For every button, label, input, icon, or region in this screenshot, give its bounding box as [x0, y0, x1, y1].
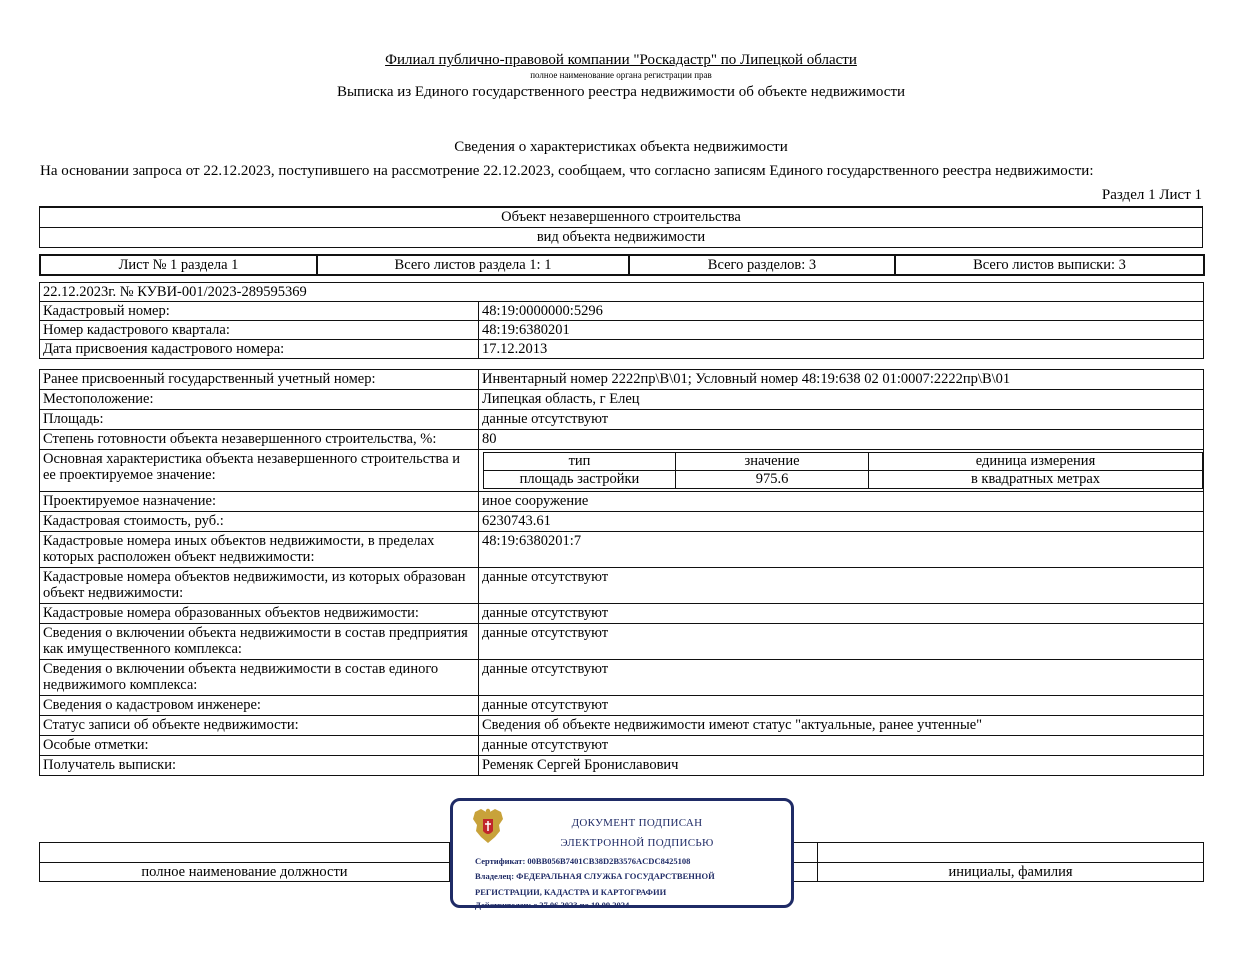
name-blank: [818, 843, 1204, 863]
object-type-caption: вид объекта недвижимости: [40, 228, 1203, 248]
enterprise-complex-value: данные отсутствуют: [479, 624, 1204, 660]
sections-total: Всего разделов: 3: [629, 255, 895, 275]
sheets-total: Всего листов выписки: 3: [895, 255, 1204, 275]
char-type: площадь застройки: [484, 471, 676, 489]
cadastral-cost-value: 6230743.61: [479, 512, 1204, 532]
stamp-signed-line: ДОКУМЕНТ ПОДПИСАН: [571, 817, 703, 829]
stamp-certificate: Сертификат: 00BB056B7401CB38D2B3576ACDC8425108: [475, 856, 691, 866]
main-characteristic-cell: [479, 450, 1204, 492]
object-type-table: [39, 206, 1203, 248]
source-objects-value: данные отсутствуют: [479, 568, 1204, 604]
recipient-label: Получатель выписки:: [40, 756, 479, 776]
prev-number-label: Ранее присвоенный государственный учетный номер:: [40, 370, 479, 390]
stamp-digital-signature-line: ЭЛЕКТРОННОЙ ПОДПИСЬЮ: [560, 837, 714, 849]
position-caption: полное наименование должности: [40, 863, 450, 882]
position-blank: [40, 843, 450, 863]
stamp-validity: Действителен: с 27.06.2023 по 19.09.2024: [475, 900, 630, 910]
location-label: Местоположение:: [40, 390, 479, 410]
cadastral-quarter-label: Номер кадастрового квартала:: [40, 321, 479, 340]
document-title: Выписка из Единого государственного реестра недвижимости об объекте недвижимости: [336, 84, 906, 100]
main-characteristic-label: Основная характеристика объекта незавершенного строительства и ее проектируемое значение:: [40, 450, 479, 492]
special-notes-value: данные отсутствуют: [479, 736, 1204, 756]
unified-complex-value: данные отсутствуют: [479, 660, 1204, 696]
cadastral-engineer-label: Сведения о кадастровом инженере:: [40, 696, 479, 716]
purpose-value: иное сооружение: [479, 492, 1204, 512]
enterprise-complex-label: Сведения о включении объекта недвижимости в состав предприятия как имущественного комплекса:: [40, 624, 479, 660]
parent-objects-label: Кадастровые номера иных объектов недвижимости, в пределах которых расположен объект недвижимости:: [40, 532, 479, 568]
readiness-value: 80: [479, 430, 1204, 450]
name-caption: инициалы, фамилия: [818, 863, 1204, 882]
cadastral-cost-label: Кадастровая стоимость, руб.:: [40, 512, 479, 532]
char-unit: в квадратных метрах: [869, 471, 1203, 489]
extract-number: 22.12.2023г. № КУВИ-001/2023-289595369: [40, 283, 1204, 302]
cadastral-number-label: Кадастровый номер:: [40, 302, 479, 321]
formed-objects-label: Кадастровые номера образованных объектов недвижимости:: [40, 604, 479, 624]
location-value: Липецкая область, г Елец: [479, 390, 1204, 410]
main-characteristic-table: [483, 452, 1203, 489]
char-header-unit: единица измерения: [869, 453, 1203, 471]
area-value: данные отсутствуют: [479, 410, 1204, 430]
section-title: Сведения о характеристиках объекта недвижимости: [454, 139, 788, 155]
assignment-date-label: Дата присвоения кадастрового номера:: [40, 340, 479, 359]
char-value: 975.6: [676, 471, 869, 489]
identification-table: [39, 282, 1204, 359]
char-header-value: значение: [676, 453, 869, 471]
special-notes-label: Особые отметки:: [40, 736, 479, 756]
char-header-type: тип: [484, 453, 676, 471]
cadastral-quarter-value: 48:19:6380201: [479, 321, 1204, 340]
readiness-label: Степень готовности объекта незавершенного строительства, %:: [40, 430, 479, 450]
cadastral-number-value: 48:19:0000000:5296: [479, 302, 1204, 321]
characteristics-table: [39, 369, 1204, 776]
registry-office-caption: полное наименование органа регистрации прав: [530, 70, 712, 80]
sheets-in-section: Всего листов раздела 1: 1: [317, 255, 629, 275]
electronic-signature-stamp: [450, 798, 794, 908]
cadastral-engineer-value: данные отсутствуют: [479, 696, 1204, 716]
sheet-number: Лист № 1 раздела 1: [40, 255, 317, 275]
intro-text: На основании запроса от 22.12.2023, поступившего на рассмотрение 22.12.2023, сообщаем, что согласно записям Единого государственного реестра недвижимости:: [40, 163, 1094, 179]
sheets-table: [39, 254, 1205, 276]
record-status-value: Сведения об объекте недвижимости имеют статус "актуальные, ранее учтенные": [479, 716, 1204, 736]
assignment-date-value: 17.12.2013: [479, 340, 1204, 359]
formed-objects-value: данные отсутствуют: [479, 604, 1204, 624]
unified-complex-label: Сведения о включении объекта недвижимости в состав единого недвижимого комплекса:: [40, 660, 479, 696]
object-type: Объект незавершенного строительства: [40, 207, 1203, 228]
section-reference: Раздел 1 Лист 1: [1101, 187, 1202, 203]
stamp-owner-continued: РЕГИСТРАЦИИ, КАДАСТРА И КАРТОГРАФИИ: [475, 887, 667, 897]
source-objects-label: Кадастровые номера объектов недвижимости, из которых образован объект недвижимости:: [40, 568, 479, 604]
purpose-label: Проектируемое назначение:: [40, 492, 479, 512]
record-status-label: Статус записи об объекте недвижимости:: [40, 716, 479, 736]
registry-office-name: Филиал публично-правовой компании "Роскадастр" по Липецкой области: [385, 52, 857, 68]
stamp-owner: Владелец: ФЕДЕРАЛЬНАЯ СЛУЖБА ГОСУДАРСТВЕННОЙ: [475, 871, 715, 881]
prev-number-value: Инвентарный номер 2222пр\В\01; Условный номер 48:19:638 02 01:0007:2222пр\В\01: [479, 370, 1204, 390]
recipient-value: Ременяк Сергей Брониславович: [479, 756, 1204, 776]
parent-objects-value: 48:19:6380201:7: [479, 532, 1204, 568]
area-label: Площадь:: [40, 410, 479, 430]
